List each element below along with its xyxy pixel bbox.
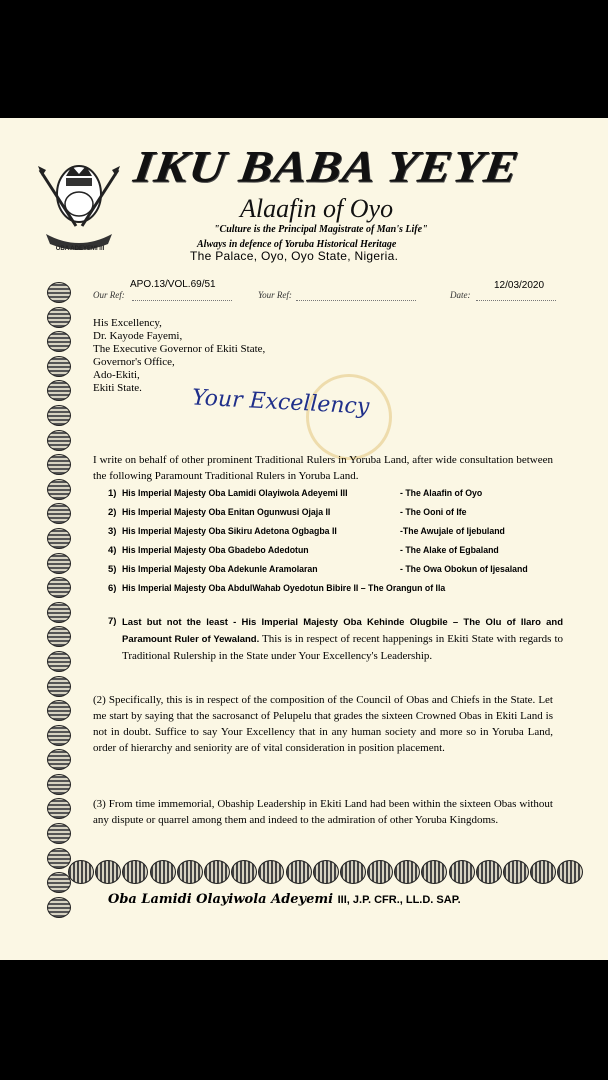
bead-icon [47, 676, 71, 697]
bead-icon [286, 860, 312, 884]
closing-suffix: III, J.P. CFR., LL.D. SAP. [337, 894, 461, 906]
letterhead-tagline: "Culture is the Principal Magistrate of Man's Life" [214, 224, 428, 235]
letter-page [0, 118, 608, 960]
date-value: 12/03/2020 [494, 280, 545, 291]
bead-icon [503, 860, 529, 884]
paragraph-3: (3) From time immemorial, Obaship Leadership in Ekiti Land had been within the sixteen Obas without any dispute or quarrel among them and indeed to the admiration of other Yoruba Kingdoms. [93, 798, 553, 826]
ruler-title: -The Awujale of Ijebuland [400, 526, 505, 537]
addressee-line: Ekiti State. [93, 382, 142, 394]
ruler-title: - The Ooni of Ife [400, 507, 467, 518]
ruler-name: His Imperial Majesty Oba AbdulWahab Oyedotun Bibire II – The Orangun of Ila [122, 583, 446, 594]
bead-icon [340, 860, 366, 884]
list-item-number: 1) [108, 488, 117, 499]
ruler-name: His Imperial Majesty Oba Adekunle Aramolaran [122, 564, 318, 575]
bead-icon [47, 602, 71, 623]
bead-icon [476, 860, 502, 884]
addressee-line: The Executive Governor of Ekiti State, [93, 343, 266, 355]
bead-icon [449, 860, 475, 884]
bead-icon [231, 860, 257, 884]
bead-icon [95, 860, 121, 884]
bead-icon [47, 823, 71, 844]
bead-icon [47, 282, 71, 303]
bead-icon [47, 430, 71, 451]
bead-icon [47, 651, 71, 672]
bottom-bead-border [68, 860, 583, 884]
ruler-name: His Imperial Majesty Oba Sikiru Adetona Ogbagba II [122, 526, 337, 537]
letterhead-banner: IKU BABA YEYE [130, 140, 523, 192]
bead-icon [313, 860, 339, 884]
bead-icon [557, 860, 583, 884]
ruler-name: His Imperial Majesty Oba Gbadebo Adedotun [122, 545, 309, 556]
bead-icon [47, 528, 71, 549]
list-item [108, 488, 558, 507]
bead-icon [47, 307, 71, 328]
letterhead-subtitle: Alaafin of Oyo [240, 194, 394, 223]
bead-icon [47, 577, 71, 598]
addressee-line: His Excellency, [93, 317, 162, 329]
bead-icon [47, 749, 71, 770]
bead-icon [47, 331, 71, 352]
list-item-7-bold: Last but not the least - His Imperial Majesty Oba Kehinde Olugbile – The Olu of Ilaro and Paramount Ruler of Yewaland. [122, 617, 563, 645]
bead-icon [47, 553, 71, 574]
rulers-list [108, 488, 558, 602]
list-item-number: 6) [108, 583, 117, 594]
addressee-block [93, 317, 265, 395]
left-bead-border [47, 282, 71, 921]
bead-icon [47, 356, 71, 377]
our-ref-label: Our Ref: [93, 290, 125, 300]
list-item-number: 5) [108, 564, 117, 575]
addressee-line: Governor's Office, [93, 356, 175, 368]
bead-icon [177, 860, 203, 884]
ruler-title: - The Alake of Egbaland [400, 545, 499, 556]
addressee-line: Ado-Ekiti, [93, 369, 140, 381]
closing-signature-line [108, 892, 461, 907]
bead-icon [204, 860, 230, 884]
list-item-7-body [122, 614, 563, 664]
bead-icon [68, 860, 94, 884]
bead-icon [47, 454, 71, 475]
ruler-title: - The Owa Obokun of Ijesaland [400, 564, 528, 575]
list-item-7-text: This is in respect of recent happenings in Ekiti State with regards to Traditional Rulership in the State under Your Excellency's Leadership. [122, 633, 564, 662]
bead-icon [47, 380, 71, 401]
salutation-handwritten: Your Excellency [191, 385, 370, 420]
list-item [108, 564, 558, 583]
your-ref-label: Your Ref: [258, 290, 292, 300]
list-item-number: 7) [108, 616, 117, 627]
bead-icon [122, 860, 148, 884]
closing-name: Oba Lamidi Olayiwola Adeyemi [108, 892, 334, 907]
bead-icon [47, 774, 71, 795]
list-item-7 [108, 614, 563, 664]
bead-icon [394, 860, 420, 884]
paragraph-2: (2) Specifically, this is in respect of the composition of the Council of Obas and Chiefs in the State. Let me start by saying that the sacrosanct of Pelupelu that grades the sixteen Crowned Obas in Ekiti Land is not in doubt. Suffice to say Your Excellency that in any human society and more so in Yoruba Land, order of hierarchy and seniority are of vital consideration in position placement. [93, 694, 553, 754]
letterhead-tagline-2: Always in defence of Yoruba Historical Heritage [197, 239, 397, 250]
list-item-number: 3) [108, 526, 117, 537]
bead-icon [47, 503, 71, 524]
bead-icon [47, 626, 71, 647]
ruler-title: - The Alaafin of Oyo [400, 488, 483, 499]
ruler-name: His Imperial Majesty Oba Enitan Ogunwusi Ojaja II [122, 507, 331, 518]
crest-label: OBA ADEYEMI III [55, 246, 105, 252]
list-item [108, 526, 558, 545]
list-item-number: 4) [108, 545, 117, 556]
letterhead-address: The Palace, Oyo, Oyo State, Nigeria. [190, 249, 399, 263]
bead-icon [47, 897, 71, 918]
bead-icon [47, 725, 71, 746]
date-label: Date: [450, 290, 471, 300]
bead-icon [47, 700, 71, 721]
ruler-name: His Imperial Majesty Oba Lamidi Olayiwola Adeyemi III [122, 488, 348, 499]
bead-icon [530, 860, 556, 884]
your-ref-line [296, 300, 416, 301]
bead-icon [367, 860, 393, 884]
bead-icon [47, 479, 71, 500]
addressee-line: Dr. Kayode Fayemi, [93, 330, 183, 342]
date-line [476, 300, 556, 301]
list-item-number: 2) [108, 507, 117, 518]
bead-icon [150, 860, 176, 884]
bead-icon [47, 405, 71, 426]
bead-icon [258, 860, 284, 884]
list-item [108, 545, 558, 564]
bead-icon [421, 860, 447, 884]
our-ref-value: APO.13/VOL.69/51 [130, 279, 216, 290]
bead-icon [47, 798, 71, 819]
intro-paragraph: I write on behalf of other prominent Traditional Rulers in Yoruba Land, after wide consultation between the following Paramount Traditional Rulers in Yoruba Land. [93, 454, 553, 482]
our-ref-line [132, 300, 232, 301]
list-item [108, 507, 558, 526]
list-item [108, 583, 558, 602]
crest-icon [36, 156, 122, 256]
